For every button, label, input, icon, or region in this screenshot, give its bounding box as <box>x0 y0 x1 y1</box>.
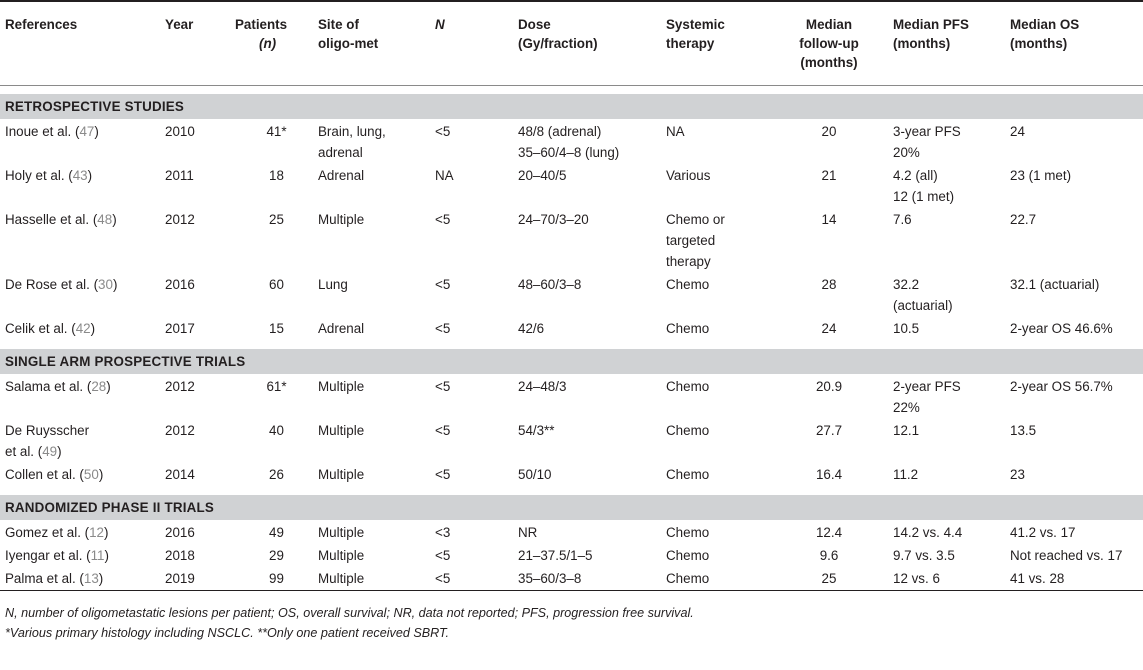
header-pfs: Median PFS (months) <box>893 1 1010 85</box>
cell-site: Adrenal <box>318 167 365 183</box>
cell-followup: 27.7 <box>815 422 843 438</box>
cell-site: Adrenal <box>318 320 365 336</box>
section-title: RANDOMIZED PHASE II TRIALS <box>0 495 1143 520</box>
cell-pfs: 12.1 <box>893 422 920 438</box>
cell-systemic: Chemo <box>666 466 710 482</box>
cell-year: 2011 <box>165 167 194 183</box>
reference-link[interactable]: 49 <box>42 443 58 459</box>
cell-site: Multiple <box>318 566 435 591</box>
cell-n: <5 <box>435 547 451 563</box>
header-patients: Patients (n) <box>235 1 318 85</box>
header-os: Median OS (months) <box>1010 1 1143 85</box>
cell-year: 2019 <box>165 566 235 591</box>
cell-n: <5 <box>435 422 451 438</box>
cell-reference: Iyengar et al. (11) <box>5 547 109 563</box>
cell-patients: 60 <box>269 276 284 292</box>
cell-dose: 54/3** <box>518 422 555 438</box>
cell-os: 24 <box>1010 123 1025 139</box>
cell-systemic: Chemo <box>666 524 710 540</box>
cell-site: Multiple <box>318 211 365 227</box>
cell-year: 2016 <box>165 276 195 292</box>
cell-year: 2012 <box>165 211 195 227</box>
reference-link[interactable]: 28 <box>91 378 107 394</box>
cell-os: 2-year OS 56.7% <box>1010 378 1113 394</box>
reference-link[interactable]: 30 <box>98 276 113 292</box>
cell-reference: Hasselle et al. (48) <box>5 211 117 227</box>
cell-pfs: 10.5 <box>893 320 920 336</box>
cell-systemic: Chemo or targeted therapy <box>666 211 725 269</box>
cell-systemic: Chemo <box>666 422 710 438</box>
cell-year: 2018 <box>165 547 195 563</box>
cell-n: <5 <box>435 466 451 482</box>
reference-link[interactable]: 43 <box>72 167 88 183</box>
cell-year: 2012 <box>165 378 195 394</box>
cell-dose: 21–37.5/1–5 <box>518 547 593 563</box>
cell-site: Multiple <box>318 422 365 438</box>
cell-pfs: 11.2 <box>893 466 919 482</box>
cell-n: <5 <box>435 378 451 394</box>
cell-year: 2016 <box>165 524 195 540</box>
cell-n: <5 <box>435 276 451 292</box>
reference-link[interactable]: 12 <box>89 524 104 540</box>
cell-reference: Holy et al. (43) <box>5 167 93 183</box>
table-row <box>0 543 1143 566</box>
section-title: RETROSPECTIVE STUDIES <box>0 94 1143 119</box>
cell-n: <3 <box>435 524 451 540</box>
cell-dose: 50/10 <box>518 466 552 482</box>
cell-pfs: 12 vs. 6 <box>893 566 1010 591</box>
table-row <box>0 374 1143 418</box>
cell-os: 32.1 (actuarial) <box>1010 276 1100 292</box>
cell-systemic: Various <box>666 167 711 183</box>
cell-followup: 20 <box>821 123 837 139</box>
cell-dose: 48–60/3–8 <box>518 276 582 292</box>
cell-os: 41 vs. 28 <box>1010 566 1143 591</box>
cell-followup: 21 <box>821 167 837 183</box>
reference-link[interactable]: 11 <box>90 547 105 563</box>
cell-dose: 24–48/3 <box>518 378 567 394</box>
cell-dose: 20–40/5 <box>518 167 567 183</box>
header-references: References <box>0 1 165 85</box>
header-year: Year <box>165 1 235 85</box>
cell-followup: 28 <box>821 276 837 292</box>
header-systemic: Systemic therapy <box>666 1 765 85</box>
cell-pfs: 9.7 vs. 3.5 <box>893 547 955 563</box>
cell-site: Brain, lung, adrenal <box>318 123 386 160</box>
cell-dose: NR <box>518 524 538 540</box>
cell-n: NA <box>435 167 454 183</box>
footnote-star: *Various primary histology including NSCLC. **Only one patient received SBRT. <box>5 626 450 640</box>
cell-reference: Celik et al. (42) <box>5 320 96 336</box>
cell-patients: 15 <box>269 320 284 336</box>
cell-dose: 24–70/3–20 <box>518 211 589 227</box>
reference-link[interactable]: 50 <box>83 466 99 482</box>
cell-site: Multiple <box>318 378 365 394</box>
cell-followup: 9.6 <box>819 547 839 563</box>
cell-followup: 20.9 <box>815 378 843 394</box>
cell-site: Multiple <box>318 524 365 540</box>
cell-year: 2014 <box>165 466 195 482</box>
cell-followup: 24 <box>821 320 837 336</box>
section-header <box>0 94 1143 119</box>
cell-systemic: Chemo <box>666 566 765 591</box>
header-n: N <box>435 1 518 85</box>
table-row <box>0 520 1143 543</box>
table-row <box>0 119 1143 163</box>
section-spacer <box>0 85 1143 94</box>
table-row <box>0 418 1143 462</box>
reference-link[interactable]: 42 <box>75 320 91 336</box>
cell-patients: 61* <box>266 378 287 394</box>
cell-n: <5 <box>435 566 518 591</box>
table-row <box>0 316 1143 341</box>
cell-os: Not reached vs. 17 <box>1010 547 1123 563</box>
table-row <box>0 462 1143 487</box>
cell-reference: Inoue et al. (47) <box>5 123 99 139</box>
table-row <box>0 163 1143 207</box>
cell-systemic: Chemo <box>666 547 710 563</box>
section-spacer <box>0 341 1143 349</box>
cell-os: 22.7 <box>1010 211 1037 227</box>
cell-reference: Palma et al. (13) <box>0 566 165 591</box>
section-header <box>0 349 1143 374</box>
reference-link[interactable]: 48 <box>97 211 113 227</box>
cell-site: Lung <box>318 276 348 292</box>
cell-patients: 18 <box>269 167 284 183</box>
cell-reference: De Ruysscher et al. (49) <box>5 422 90 459</box>
cell-systemic: NA <box>666 123 685 139</box>
cell-pfs: 14.2 vs. 4.4 <box>893 524 963 540</box>
cell-site: Multiple <box>318 547 365 563</box>
footnote-abbreviations: N, number of oligometastatic lesions per patient; OS, overall survival; NR, data not reported; PFS, progression free survival. <box>5 606 694 620</box>
cell-site: Multiple <box>318 466 365 482</box>
cell-followup: 14 <box>821 211 837 227</box>
cell-os: 23 (1 met) <box>1010 167 1072 183</box>
cell-reference: De Rose et al. (30) <box>5 276 118 292</box>
cell-systemic: Chemo <box>666 276 710 292</box>
cell-patients: 99 <box>235 566 318 591</box>
cell-dose: 42/6 <box>518 320 545 336</box>
table-body <box>0 85 1143 591</box>
section-title: SINGLE ARM PROSPECTIVE TRIALS <box>0 349 1143 374</box>
cell-reference: Salama et al. (28) <box>5 378 111 394</box>
cell-n: <5 <box>435 211 451 227</box>
cell-year: 2012 <box>165 422 195 438</box>
cell-dose: 35–60/3–8 <box>518 566 666 591</box>
cell-pfs: 3-year PFS 20% <box>893 123 961 160</box>
header-dose: Dose (Gy/fraction) <box>518 1 666 85</box>
cell-patients: 40 <box>269 422 284 438</box>
reference-link[interactable]: 47 <box>79 123 95 139</box>
cell-systemic: Chemo <box>666 378 710 394</box>
cell-os: 41.2 vs. 17 <box>1010 524 1076 540</box>
cell-pfs: 2-year PFS 22% <box>893 378 961 415</box>
cell-followup: 16.4 <box>815 466 843 482</box>
cell-dose: 48/8 (adrenal) 35–60/4–8 (lung) <box>518 123 620 160</box>
reference-link[interactable]: 13 <box>83 570 99 586</box>
cell-patients: 29 <box>269 547 284 563</box>
cell-patients: 49 <box>269 524 284 540</box>
cell-year: 2010 <box>165 123 195 139</box>
cell-reference: Gomez et al. (12) <box>5 524 109 540</box>
cell-os: 2-year OS 46.6% <box>1010 320 1113 336</box>
cell-followup: 25 <box>765 566 893 591</box>
cell-n: <5 <box>435 320 451 336</box>
cell-n: <5 <box>435 123 451 139</box>
section-header <box>0 495 1143 520</box>
header-followup: Median follow-up (months) <box>765 1 893 85</box>
cell-os: 23 <box>1010 466 1025 482</box>
cell-patients: 25 <box>269 211 284 227</box>
cell-year: 2017 <box>165 320 195 336</box>
cell-os: 13.5 <box>1010 422 1037 438</box>
table-row <box>0 272 1143 316</box>
cell-pfs: 4.2 (all) 12 (1 met) <box>893 167 955 204</box>
header-site: Site of oligo-met <box>318 1 435 85</box>
cell-pfs: 32.2 (actuarial) <box>893 276 953 313</box>
header-row <box>0 1 1143 85</box>
cell-patients: 41* <box>266 123 287 139</box>
cell-reference: Collen et al. (50) <box>5 466 104 482</box>
table-row <box>0 566 1143 591</box>
table-row <box>0 207 1143 272</box>
section-spacer <box>0 487 1143 495</box>
cell-followup: 12.4 <box>815 524 843 540</box>
cell-patients: 26 <box>269 466 284 482</box>
cell-pfs: 7.6 <box>893 211 912 227</box>
cell-systemic: Chemo <box>666 320 710 336</box>
